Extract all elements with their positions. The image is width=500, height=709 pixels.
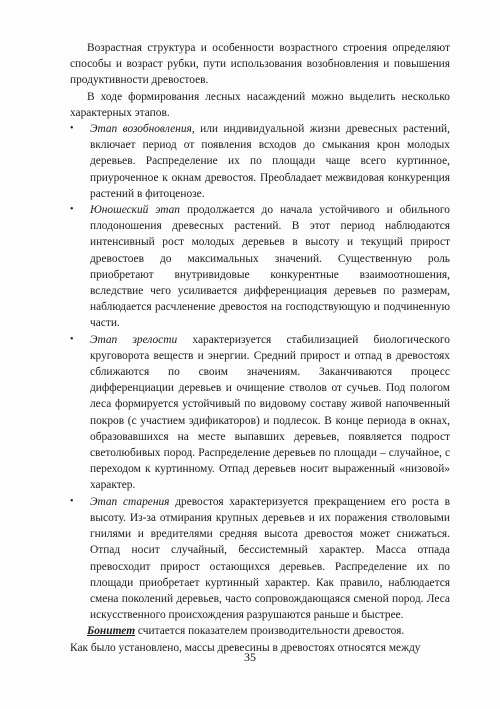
bullet-icon: • xyxy=(70,333,74,345)
paragraph-stages-intro: В ходе формирования лесных насаждений можно выделить несколько характерных этапов. xyxy=(70,90,450,119)
paragraph-bonitet xyxy=(70,623,450,639)
stage-text: , или индивидуальной жизни древесных растений, включает период от появления всходов до смыкания крон молодых деревьев. Распределение их по площади чаще всего куртинное, приуроченное к окнам древостоя. Преобладает межвидовая конкуренция растений в фитоценозе. xyxy=(90,123,450,200)
list-item-stage-renewal xyxy=(70,121,450,202)
stage-term: Этап старения xyxy=(90,495,170,508)
page-body xyxy=(70,40,450,656)
stage-text: характеризуется стабилизацией биологического круговорота веществ и энергии. Средний прирост и отпад в древостоях сближаются по своим значениям. Заканчиваются процесс дифференциации деревьев и очищение стволов от сучьев. Под пологом леса формируется устойчивый по видовому составу живой напочвенный покров (с участием эдификаторов) и подлесок. В конце периода в окнах, образовавшихся на месте выпавших деревьев, появляется подрост светолюбивых пород. Распределение деревьев по площади – случайное, с переходом к куртинному. Отпад деревьев носит выраженный «низовой» характер. xyxy=(90,333,450,492)
page-number: 35 xyxy=(244,650,256,664)
stage-term: Этап возобновления xyxy=(90,123,192,136)
bonitet-term: Бонитет xyxy=(87,625,136,638)
stage-text: древостоя характеризуется прекращением его роста в высоту. Из-за отмирания крупных деревьев и их поражения стволовыми гнилями и вредителями средняя высота древостоя может снижаться. Отпад носит случайный, бессистемный характер. Масса отпада превосходит прирост остающихся деревьев. Распределение их по площади приобретает куртинный характер. Как правило, наблюдается смена поколений деревьев, часто сопровождающаяся сменой пород. Леса искусственного происхождения разрушаются раньше и быстрее. xyxy=(90,495,450,622)
bullet-icon: • xyxy=(70,204,74,216)
list-item-stage-maturity xyxy=(70,332,450,494)
stage-text: продолжается до начала устойчивого и обильного плодоношения древесных растений. В этот период наблюдаются интенсивный рост молодых деревьев в высоту и текущий прирост древостоев до максимальных значений. Существенную роль приобретают внутривидовые конкурентные взаимоотношения, вследствие чего усиливается дифференциация деревьев по размерам, наблюдается расчленение древостоя на господствующую и подчиненную части. xyxy=(90,204,450,330)
paragraph-continuation: Как было установлено, массы древесины в древостоях относятся между xyxy=(70,641,421,654)
paragraph-intro: Возрастная структура и особенности возрастного строения определяют способы и возраст рубки, пути использования возобновления и повышения продуктивности древостоев. xyxy=(70,42,450,87)
bonitet-text: считается показателем производительности древостоя. xyxy=(135,625,405,638)
bullet-icon: • xyxy=(70,495,74,507)
list-item-stage-youth xyxy=(70,202,450,332)
list-item-stage-aging xyxy=(70,494,450,624)
bullet-icon: • xyxy=(70,123,74,135)
stage-term: Этап зрелости xyxy=(90,333,178,346)
stage-term: Юношеский этап xyxy=(90,204,180,217)
stages-list xyxy=(70,121,450,623)
